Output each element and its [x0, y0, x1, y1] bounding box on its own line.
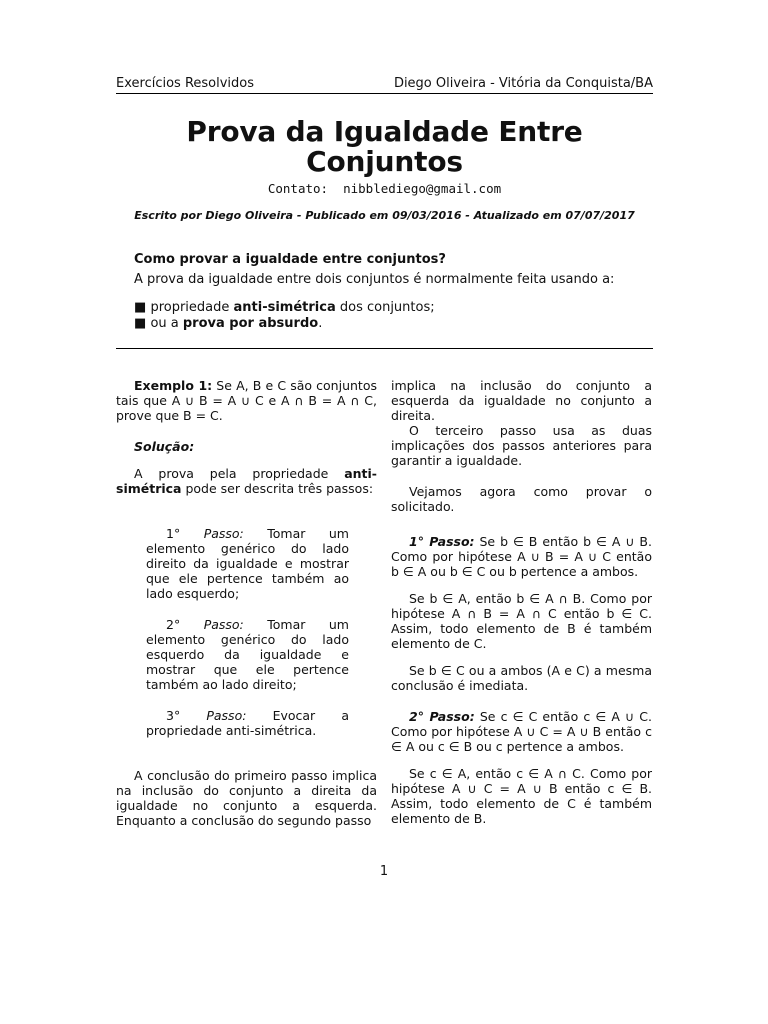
bullet-item: ■ propriedade anti-simétrica dos conjuntos; [134, 300, 435, 315]
solution-label: Solução: [134, 439, 195, 454]
step-1: 1° Passo: Tomar um elemento genérico do lado direito da igualdade e mostrar que ele pertence também ao lado esquerdo; [146, 526, 349, 601]
bullet-icon: ■ [134, 300, 147, 315]
intro-section [134, 252, 653, 332]
section-rule [116, 348, 653, 349]
conclusion-paragraph: A conclusão do primeiro passo implica na inclusão do conjunto a direita da igualdade no conjunto a esquerda. Enquanto a conclusão do segundo passo [116, 768, 377, 828]
passo2-case-a: Se c ∈ A, então c ∈ A ∩ C. Como por hipótese A ∪ C = A ∪ B então c ∈ B. Assim, todo elemento de C é também elemento de B. [391, 766, 652, 826]
step-3: 3° Passo: Evocar a propriedade anti-simétrica. [146, 708, 349, 738]
step-2: 2° Passo: Tomar um elemento genérico do lado esquerdo da igualdade e mostrar que ele pertence também ao lado direito; [146, 617, 349, 692]
intro-question: Como provar a igualdade entre conjuntos? [134, 252, 446, 267]
header-left: Exercícios Resolvidos [116, 76, 255, 91]
left-column [116, 378, 377, 828]
header-rule [116, 93, 653, 94]
title-line-2: Conjuntos [306, 145, 463, 178]
third-step-paragraph: O terceiro passo usa as duas implicações dos passos anteriores para garantir a igualdade. [391, 423, 652, 468]
bullet-icon: ■ [134, 316, 147, 331]
contact-line: Contato: nibblediego@gmail.com [267, 181, 502, 196]
continuation-paragraph: implica na inclusão do conjunto a esquerda da igualdade no conjunto a direita. [391, 378, 652, 423]
intro-text: A prova da igualdade entre dois conjuntos é normalmente feita usando a: [134, 272, 615, 287]
passo1-case-c: Se b ∈ C ou a ambos (A e C) a mesma conclusão é imediata. [391, 663, 652, 693]
right-column [391, 378, 652, 826]
passo1-paragraph: 1° Passo: Se b ∈ B então b ∈ A ∪ B. Como por hipótese A ∪ B = A ∪ C então b ∈ A ou b ∈ C ou b pertence a ambos. [391, 534, 652, 579]
passo1-case-a: Se b ∈ A, então b ∈ A ∩ B. Como por hipótese A ∩ B = A ∩ C então b ∈ C. Assim, todo elemento de B é também elemento de C. [391, 591, 652, 651]
byline: Escrito por Diego Oliveira - Publicado em 09/03/2016 - Atualizado em 07/07/2017 [134, 209, 635, 222]
passo2-paragraph: 2° Passo: Se c ∈ C então c ∈ A ∪ C. Como por hipótese A ∪ C = A ∪ B então c ∈ A ou c ∈ B ou c pertence a ambos. [391, 709, 652, 754]
now-paragraph: Vejamos agora como provar o solicitado. [391, 484, 652, 514]
title-line-1: Prova da Igualdade Entre [186, 115, 583, 148]
proof-intro: A prova pela propriedade anti-simétrica pode ser descrita três passos: [116, 466, 377, 496]
page-number: 1 [379, 864, 389, 879]
bullet-item: ■ ou a prova por absurdo. [134, 316, 323, 331]
example-paragraph: Exemplo 1: Se A, B e C são conjuntos tais que A ∪ B = A ∪ C e A ∩ B = A ∩ C, prove que B = C. [116, 378, 377, 423]
page-title [116, 117, 653, 177]
header-right: Diego Oliveira - Vitória da Conquista/BA [393, 76, 653, 91]
